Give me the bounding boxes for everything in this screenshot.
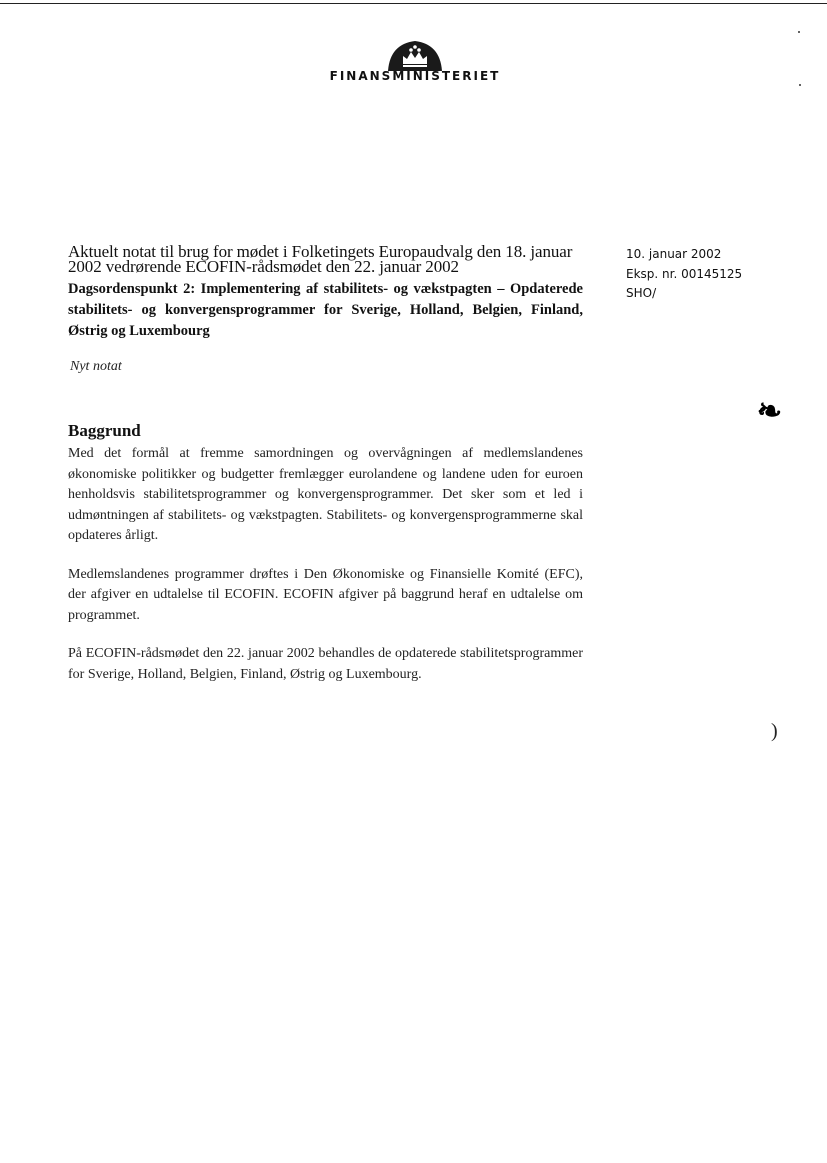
top-border-line xyxy=(0,3,827,4)
author-initials: SHO/ xyxy=(626,286,657,300)
document-body xyxy=(68,244,583,685)
reference-number: Eksp. nr. 00145125 xyxy=(626,266,743,281)
scan-speck xyxy=(798,31,800,33)
section-heading: Baggrund xyxy=(68,421,141,440)
status-label: Nyt notat xyxy=(70,359,122,374)
crown-emblem-icon xyxy=(386,38,444,72)
document-title: Aktuelt notat til brug for mødet i Folketingets Europaudvalg den 18. januar 2002 vedrørende ECOFIN-rådsmødet den 22. januar 2002 xyxy=(68,242,573,276)
margin-mark: ❧ xyxy=(754,393,785,430)
agenda-item-heading: Dagsordenspunkt 2: Implementering af stabilitets- og vækstpagten – Opdaterede stabilitets- og konvergensprogrammer for Sverige, Holland, Belgien, Finland, Østrig og Luxembourg xyxy=(68,281,583,339)
document-date: 10. januar 2002 xyxy=(626,247,722,261)
paragraph: Medlemslandenes programmer drøftes i Den Økonomiske og Finansielle Komité (EFC), der afgiver en udtalelse til ECOFIN. ECOFIN afgiver på baggrund heraf en udtalelse om programmet. xyxy=(68,566,583,623)
ministry-name: FINANSMINISTERIET xyxy=(329,69,501,83)
paragraph: Med det formål at fremme samordningen og overvågningen af medlemslandenes økonomiske politikker og budgetter fremlægger eurolandene og landene uden for euroen henholdsvis stabilitetsprogrammer og konvergensprogrammer. Det sker som et led i udmøntningen af stabilitets- og vækstpagten. Stabilitets- og konvergensprogrammerne skal opdateres årligt. xyxy=(68,446,583,543)
paragraph: På ECOFIN-rådsmødet den 22. januar 2002 behandles de opdaterede stabilitetsprogrammer for Sverige, Holland, Belgien, Finland, Østrig og Luxembourg. xyxy=(68,646,583,682)
scan-speck xyxy=(799,84,801,86)
margin-bracket: ) xyxy=(771,720,778,742)
document-metadata xyxy=(626,245,742,304)
